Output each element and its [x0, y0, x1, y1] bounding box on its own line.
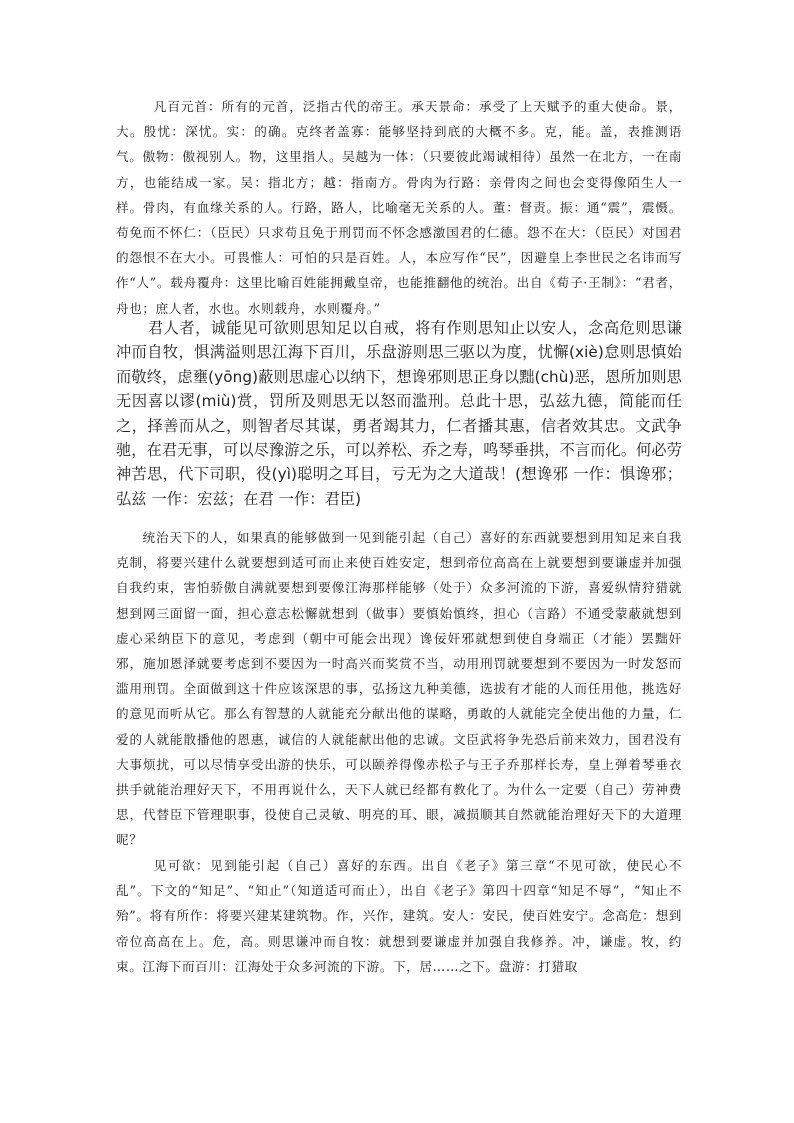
original-text-paragraph: 君人者，诚能见可欲则思知足以自戒，将有作则思知止以安人，念高危则思谦冲而自牧，惧满溢则思江海下百川，乐盘游则思三驱以为度，忧懈(xiè)怠则思慎始而敬终，虑壅(yōng)蔽则思虚心以纳下，想谗邪则思正身以黜(chù)恶，恩所加则思无因喜以谬(miù)赏，罚所及则思无以怒而滥刑。总此十思，弘兹九德，简能而任之，择善而从之，则智者尽其谋，勇者竭其力，仁者播其惠，信者效其忠。文武争驰，在君无事，可以尽豫游之乐，可以养松、乔之寿，鸣琴垂拱，不言而化。何必劳神苦思，代下司职，役(yì)聪明之耳目，亏无为之大道哉！(想谗邪 一作：惧谗邪；弘兹 一作：宏兹；在君 一作：君臣)	[116, 319, 682, 508]
annotation-paragraph: 凡百元首：所有的元首，泛指古代的帝王。承天景命：承受了上天赋予的重大使命。景，大。殷忧：深忧。实：的确。克终者盖寡：能够坚持到底的大概不多。克，能。盖，表推测语气。傲物：傲视别人。物，这里指人。吴越为一体：（只要彼此竭诚相待）虽然一在北方，一在南方，也能结成一家。吴：指北方；越：指南方。骨肉为行路：亲骨肉之间也会变得像陌生人一样。骨肉，有血缘关系的人。行路，路人，比喻毫无关系的人。董：督责。振：通“震”，震慑。苟免而不怀仁：（臣民）只求苟且免于刑罚而不怀念感激国君的仁德。怨不在大：（臣民）对国君的怨恨不在大小。可畏惟人：可怕的只是百姓。人，本应写作“民”，因避皇上李世民之名讳而写作“人”。载舟覆舟：这里比喻百姓能拥戴皇帝，也能推翻他的统治。出自《荀子·王制》：“君者，舟也；庶人者，水也。水则载舟，水则覆舟。”	[116, 99, 682, 316]
translation-paragraph: 统治天下的人，如果真的能够做到一见到能引起（自己）喜好的东西就要想到用知足来自我克制，将要兴建什么就要想到适可而止来使百姓安定，想到帝位高高在上就要想到要谦虚并加强自我约束，害怕骄傲自满就要想到要像江海那样能够（处于）众多河流的下游，喜爱纵情狩猎就想到网三面留一面，担心意志松懈就想到（做事）要慎始慎终，担心（言路）不通受蒙蔽就想到虚心采纳臣下的意见，考虑到（朝中可能会出现）谗佞奸邪就想到使自身端正（才能）罢黜奸邪，施加恩泽就要考虑到不要因为一时高兴而奖赏不当，动用刑罚就要想到不要因为一时发怒而滥用刑罚。全面做到这十件应该深思的事，弘扬这九种美德，选拔有才能的人而任用他，挑选好的意见而听从它。那么有智慧的人就能充分献出他的谋略，勇敢的人就能完全使出他的力量，仁爱的人就能散播他的恩惠，诚信的人就能献出他的忠诚。文臣武将争先恐后前来效力，国君没有大事烦扰，可以尽情享受出游的快乐，可以颐养得像赤松子与王子乔那样长寿，皇上弹着琴垂衣拱手就能治理好天下，不用再说什么，天下人就已经都有教化了。为什么一定要（自己）劳神费思，代替臣下管理职事，役使自己灵敏、明亮的耳、眼，减损顺其自然就能治理好天下的大道理呢？	[116, 530, 682, 848]
annotation-paragraph-2: 见可欲：见到能引起（自己）喜好的东西。出自《老子》第三章“不见可欲，使民心不乱”。下文的“知足”、“知止”（知道适可而止），出自《老子》第四十四章“知足不辱”，“知止不殆”。将有所作：将要兴建某建筑物。作，兴作，建筑。安人：安民，使百姓安宁。念高危：想到帝位高高在上。危，高。则思谦冲而自牧：就想到要谦虚并加强自我修养。冲，谦虚。牧，约束。江海下而百川：江海处于众多河流的下游。下，居……之下。盘游：打猎取	[116, 858, 682, 974]
